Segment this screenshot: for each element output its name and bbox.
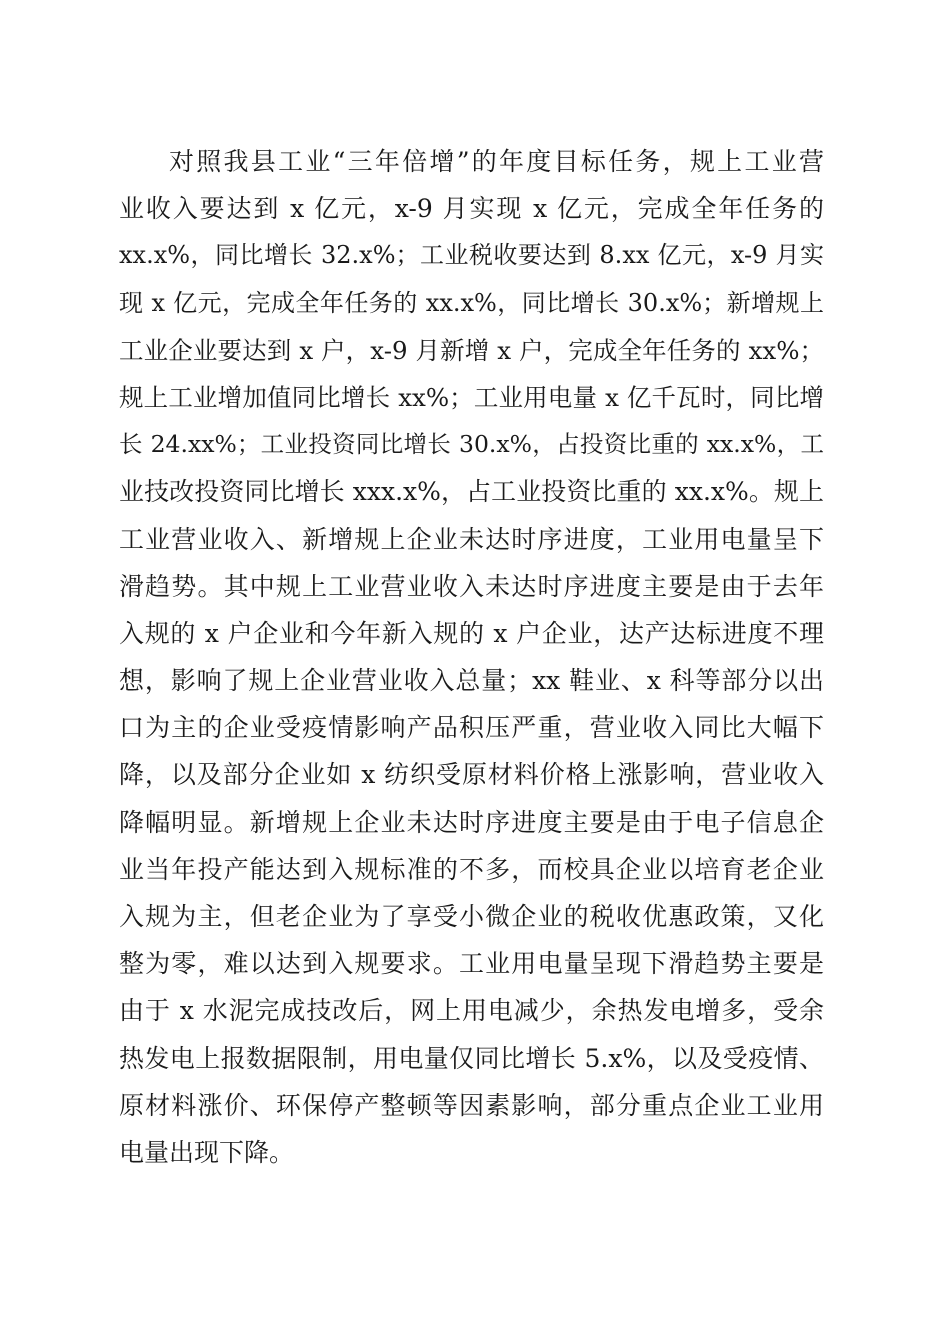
text-line: 口为主的企业受疫情影响产品积压严重，营业收入同比大幅下	[119, 713, 824, 743]
text-line: 业收入要达到 x 亿元，x-9 月实现 x 亿元，完成全年任务的	[119, 194, 824, 224]
text-line: 规上工业增加值同比增长 xx%；工业用电量 x 亿千瓦时，同比增	[119, 382, 824, 412]
text-line: 降，以及部分企业如 x 纺织受原材料价格上涨影响，营业收入	[119, 760, 824, 790]
text-line: 业技改投资同比增长 xxx.x%，占工业投资比重的 xx.x%。规上	[119, 477, 824, 507]
text-line: 滑趋势。其中规上工业营业收入未达时序进度主要是由于去年	[119, 571, 824, 601]
text-line: 工业营业收入、新增规上企业未达时序进度，工业用电量呈下	[119, 524, 824, 554]
text-line: 工业企业要达到 x 户，x-9 月新增 x 户，完成全年任务的 xx%；	[119, 335, 824, 365]
text-line: 降幅明显。新增规上企业未达时序进度主要是由于电子信息企	[119, 807, 824, 837]
body-paragraph	[119, 138, 824, 1176]
text-line: 长 24.xx%；工业投资同比增长 30.x%，占投资比重的 xx.x%，工	[119, 430, 824, 459]
text-line: 业当年投产能达到入规标准的不多，而校具企业以培育老企业	[119, 854, 824, 884]
text-line: xx.x%，同比增长 32.x%；工业税收要达到 8.xx 亿元，x-9 月实	[119, 241, 824, 270]
text-line: 热发电上报数据限制，用电量仅同比增长 5.x%，以及受疫情、	[119, 1043, 824, 1073]
text-line: 入规的 x 户企业和今年新入规的 x 户企业，达产达标进度不理	[119, 618, 824, 648]
text-line: 现 x 亿元，完成全年任务的 xx.x%，同比增长 30.x%；新增规上	[119, 288, 824, 317]
text-line: 想，影响了规上企业营业收入总量；xx 鞋业、x 科等部分以出	[119, 666, 824, 696]
text-line: 由于 x 水泥完成技改后，网上用电减少，余热发电增多，受余	[119, 996, 824, 1026]
text-line: 入规为主，但老企业为了享受小微企业的税收优惠政策，又化	[119, 902, 824, 931]
text-line: 原材料涨价、环保停产整顿等因素影响，部分重点企业工业用	[119, 1090, 824, 1120]
text-line: 整为零，难以达到入规要求。工业用电量呈现下滑趋势主要是	[119, 949, 824, 979]
text-line: 电量出现下降。	[119, 1137, 295, 1167]
text-line: 对照我县工业“三年倍增”的年度目标任务，规上工业营	[169, 147, 824, 176]
